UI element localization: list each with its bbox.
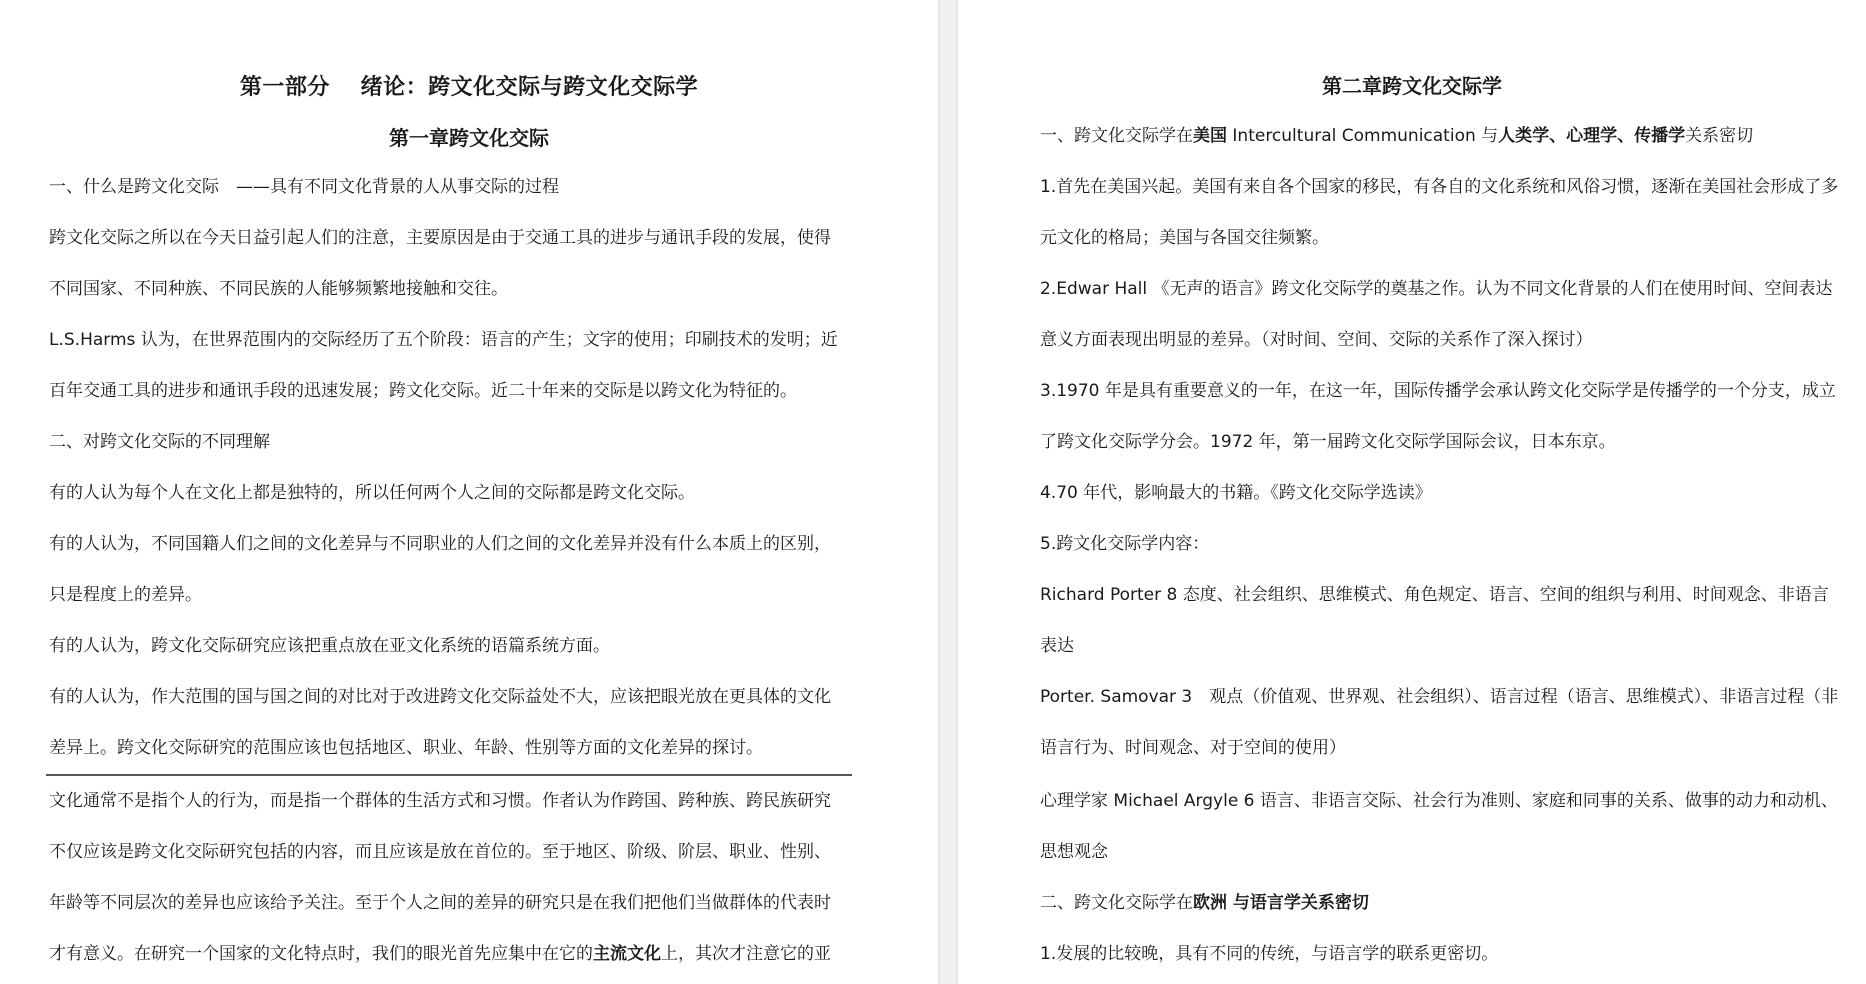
text-line: 二、对跨文化交际的不同理解 (49, 432, 270, 452)
text-line: 一、什么是跨文化交际 ——具有不同文化背景的人从事交际的过程 (49, 177, 559, 197)
text-line: 思想观念 (1040, 842, 1108, 862)
text-line: 有的人认为，不同国籍人们之间的文化差异与不同职业的人们之间的文化差异并没有什么本质上的区别， (49, 534, 831, 554)
text-line: 心理学家 Michael Argyle 6 语言、非语言交际、社会行为准则、家庭和同事的关系、做事的动力和动机、 (1040, 791, 1838, 811)
section-heading (1040, 124, 1753, 148)
page-gutter (938, 0, 958, 984)
bold-term-europe-linguistics: 欧洲 与语言学关系密切 (1193, 893, 1369, 913)
section-heading (1040, 891, 1369, 915)
bold-term-disciplines: 人类学、心理学、传播学 (1498, 126, 1686, 146)
part-title: 第一部分 绪论：跨文化交际与跨文化交际学 (239, 75, 699, 100)
text-line: 3.1970 年是具有重要意义的一年，在这一年，国际传播学会承认跨文化交际学是传播学的一个分支，成立 (1040, 381, 1836, 401)
text-line: Porter. Samovar 3 观点（价值观、世界观、社会组织）、语言过程（语言、思维模式）、非语言过程（非 (1040, 687, 1839, 707)
text-line: 年龄等不同层次的差异也应该给予关注。至于个人之间的差异的研究只是在我们把他们当做群体的代表时 (49, 893, 831, 913)
text-line: 跨文化交际之所以在今天日益引起人们的注意，主要原因是由于交通工具的进步与通讯手段的发展，使得 (49, 228, 831, 248)
bold-term-mainstream-culture: 主流文化 (593, 944, 661, 964)
text-line: Richard Porter 8 态度、社会组织、思维模式、角色规定、语言、空间的组织与利用、时间观念、非语言 (1040, 585, 1829, 605)
page-right (958, 0, 1866, 984)
text-line: 4.70 年代，影响最大的书籍。《跨文化交际学选读》 (1040, 483, 1432, 503)
text-span: Intercultural Communication 与 (1227, 126, 1499, 146)
text-line: 元文化的格局；美国与各国交往频繁。 (1040, 228, 1329, 248)
text-span: 关系密切 (1685, 126, 1754, 146)
text-span: 才有意义。在研究一个国家的文化特点时，我们的眼光首先应集中在它的 (49, 944, 593, 964)
text-line: 百年交通工具的进步和通讯手段的迅速发展；跨文化交际。近二十年来的交际是以跨文化为特征的。 (49, 381, 797, 401)
text-line: 差异上。跨文化交际研究的范围应该也包括地区、职业、年龄、性别等方面的文化差异的探讨。 (49, 738, 763, 758)
text-line: 有的人认为每个人在文化上都是独特的，所以任何两个人之间的交际都是跨文化交际。 (49, 483, 695, 503)
bold-term-usa: 美国 (1193, 126, 1227, 146)
text-line: 有的人认为，作大范围的国与国之间的对比对于改进跨文化交际益处不大，应该把眼光放在更具体的文化 (49, 687, 831, 707)
text-line: 不同国家、不同种族、不同民族的人能够频繁地接触和交往。 (49, 279, 508, 299)
text-span: 上，其次才注意它的亚 (661, 944, 831, 964)
chapter-title: 第二章跨文化交际学 (1322, 74, 1502, 98)
text-line: 只是程度上的差异。 (49, 585, 202, 605)
section-divider (46, 774, 852, 776)
text-line: 了跨文化交际学分会。1972 年，第一届跨文化交际学国际会议，日本东京。 (1040, 432, 1616, 452)
chapter-title: 第一章跨文化交际 (389, 126, 549, 150)
text-line: L.S.Harms 认为，在世界范围内的交际经历了五个阶段：语言的产生；文字的使用；印刷技术的发明；近 (49, 330, 838, 350)
text-line: 1.首先在美国兴起。美国有来自各个国家的移民，有各自的文化系统和风俗习惯，逐渐在美国社会形成了多 (1040, 177, 1839, 197)
text-line: 有的人认为，跨文化交际研究应该把重点放在亚文化系统的语篇系统方面。 (49, 636, 610, 656)
text-line (49, 942, 831, 966)
text-line: 意义方面表现出明显的差异。（对时间、空间、交际的关系作了深入探讨） (1040, 330, 1593, 350)
text-line: 5.跨文化交际学内容： (1040, 534, 1210, 554)
text-line: 不仅应该是跨文化交际研究包括的内容，而且应该是放在首位的。至于地区、阶级、阶层、职业、性别、 (49, 842, 831, 862)
text-span: 一、跨文化交际学在 (1040, 126, 1193, 146)
text-line: 表达 (1040, 636, 1074, 656)
text-line: 1.发展的比较晚，具有不同的传统，与语言学的联系更密切。 (1040, 944, 1499, 964)
text-span: 二、跨文化交际学在 (1040, 893, 1193, 913)
text-line: 语言行为、时间观念、对于空间的使用） (1040, 738, 1346, 758)
text-line: 2.Edwar Hall 《无声的语言》跨文化交际学的奠基之作。认为不同文化背景的人们在使用时间、空间表达 (1040, 279, 1833, 299)
text-line: 文化通常不是指个人的行为，而是指一个群体的生活方式和习惯。作者认为作跨国、跨种族、跨民族研究 (49, 791, 831, 811)
